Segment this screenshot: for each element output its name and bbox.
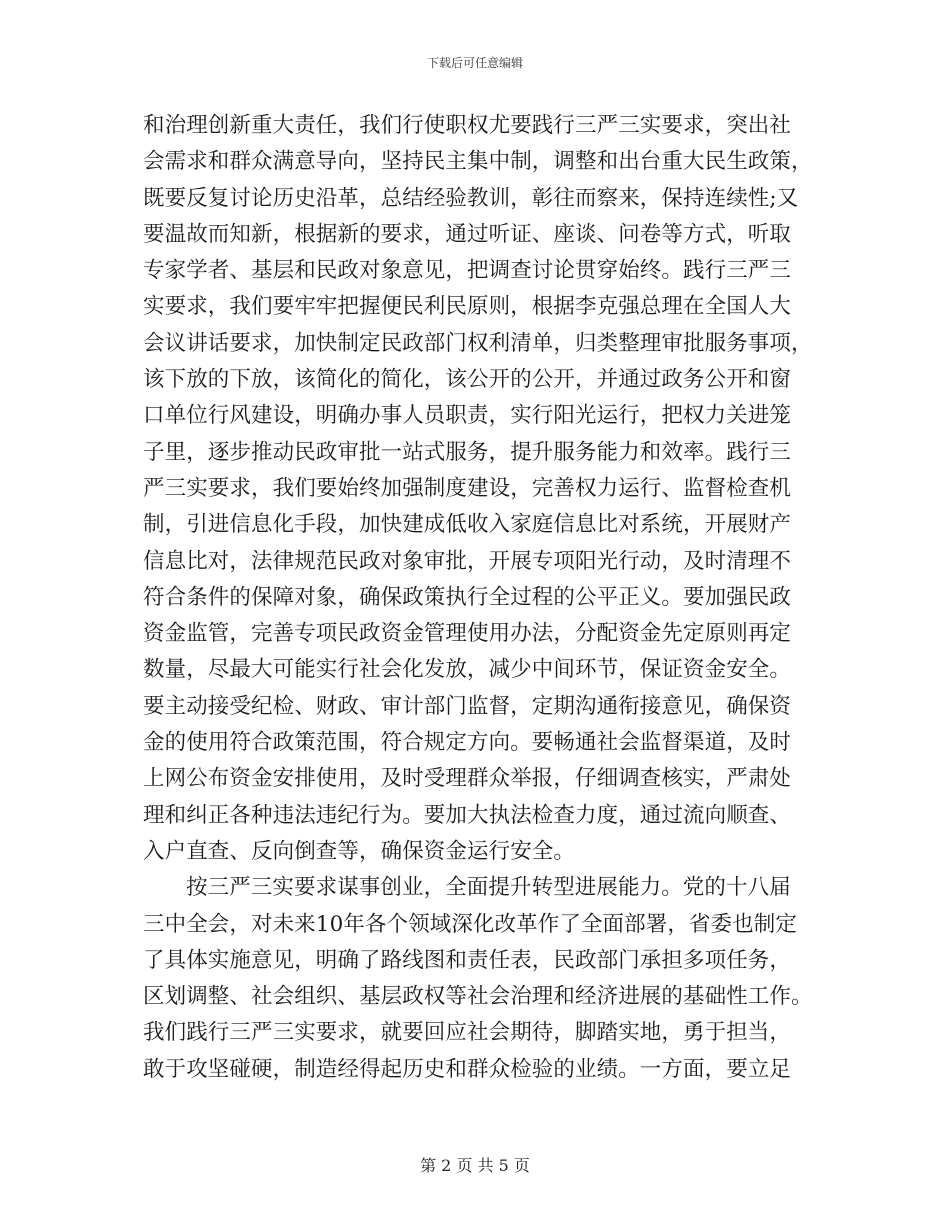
- text-line: 既要反复讨论历史沿革，总结经验教训，彰往而察来，保持连续性;又: [143, 185, 799, 211]
- text-line: 信息比对，法律规范民政对象审批，开展专项阳光行动，及时清理不: [143, 548, 792, 574]
- text-line: 该下放的下放，该简化的简化，该公开的公开，并通过政务公开和窗: [143, 367, 792, 393]
- text-line: 口单位行风建设，明确办事人员职责，实行阳光运行，把权力关进笼: [143, 403, 792, 429]
- text-line: 了具体实施意见，明确了路线图和责任表，民政部门承担多项任务，: [143, 947, 792, 973]
- text-line: 上网公布资金安排使用，及时受理群众举报，仔细调查核实，严肃处: [143, 766, 792, 792]
- text-line: 子里，逐步推动民政审批一站式服务，提升服务能力和效率。践行三: [143, 439, 792, 465]
- text-line: 会需求和群众满意导向，坚持民主集中制，调整和出台重大民生政策，: [143, 149, 813, 175]
- text-line: 我们践行三严三实要求，就要回应社会期待，脚踏实地，勇于担当，: [143, 1020, 792, 1046]
- text-line: 会议讲话要求，加快制定民政部门权利清单，归类整理审批服务事项，: [143, 330, 813, 356]
- text-line: 三中全会，对未来10年各个领域深化改革作了全面部署，省委也制定: [143, 911, 797, 937]
- page-number: 第 2 页 共 5 页: [420, 1156, 530, 1175]
- text-line: 实要求，我们要牢牢把握便民利民原则，根据李克强总理在全国人大: [143, 294, 792, 320]
- text-line: 符合条件的保障对象，确保政策执行全过程的公平正义。要加强民政: [143, 584, 792, 610]
- text-line: 要温故而知新，根据新的要求，通过听证、座谈、问卷等方式，听取: [143, 221, 792, 247]
- text-line: 要主动接受纪检、财政、审计部门监督，定期沟通衔接意见，确保资: [143, 693, 792, 719]
- paragraph-first-line: 按三严三实要求谋事创业，全面提升转型进展能力。党的十八届: [186, 875, 791, 901]
- text-line: 和治理创新重大责任，我们行使职权尤要践行三严三实要求，突出社: [143, 113, 792, 138]
- text-line: 专家学者、基层和民政对象意见，把调查讨论贯穿始终。践行三严三: [143, 258, 792, 284]
- text-line: 资金监管，完善专项民政资金管理使用办法，分配资金先定原则再定: [143, 621, 792, 647]
- text-line: 金的使用符合政策范围，符合规定方向。要畅通社会监督渠道，及时: [143, 730, 792, 756]
- page-header: 下载后可任意编辑: [426, 56, 523, 70]
- body-text: [143, 108, 813, 1088]
- text-line: 数量，尽最大可能实行社会化发放，减少中间环节，保证资金安全。: [143, 657, 792, 683]
- text-line: 理和纠正各种违法违纪行为。要加大执法检查力度，通过流向顺查、: [143, 802, 792, 828]
- text-line: 区划调整、社会组织、基层政权等社会治理和经济进展的基础性工作。: [143, 984, 813, 1010]
- text-line: 制，引进信息化手段，加快建成低收入家庭信息比对系统，开展财产: [143, 512, 792, 538]
- text-line: 严三实要求，我们要始终加强制度建设，完善权力运行、监督检查机: [143, 475, 792, 501]
- text-line: 入户直查、反向倒查等，确保资金运行安全。: [143, 838, 576, 864]
- text-line: 敢于攻坚碰硬，制造经得起历史和群众检验的业绩。一方面，要立足: [143, 1056, 792, 1082]
